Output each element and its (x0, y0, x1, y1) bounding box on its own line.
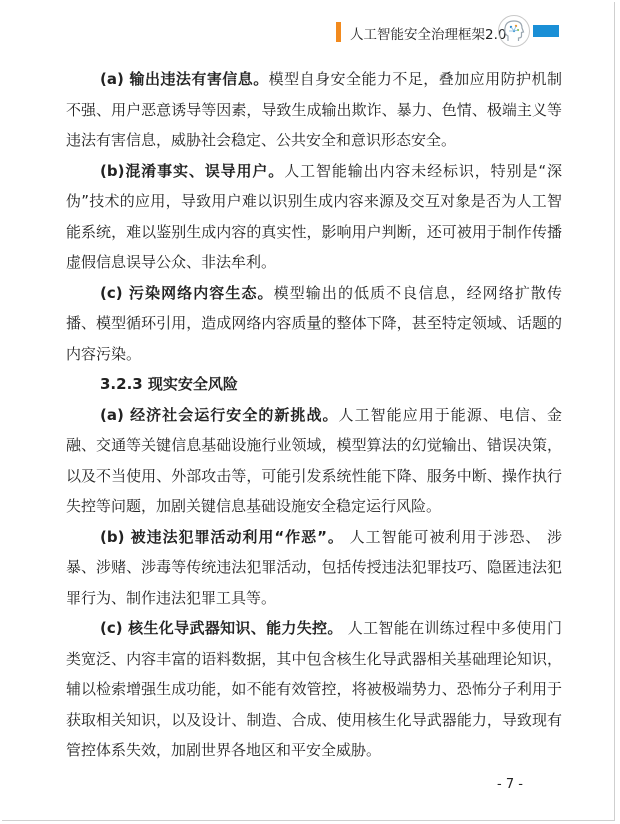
paragraph-body: 模型自身安全能力不足，叠加应用防护机制不强、用户恶意诱导等因素，导致生成输出欺诈、暴力、色情、极端主义等违法有害信息，威胁社会稳定、公共安全和意识形态安全。 (66, 70, 562, 149)
paragraph-b-confusion (66, 156, 562, 278)
ai-head-circuit-icon (497, 14, 531, 48)
header-accent-bar-orange (336, 22, 341, 42)
paragraph-body: 人工智能在训练过程中多使用门类宽泛、内容丰富的语料数据，其中包含核生化导武器相关基础理论知识，辅以检索增强生成功能，如不能有效管控，将被极端势力、恐怖分子利用于获取相关知识，以及设计、制造、合成、使用核生化导武器能力，导致现有管控体系失效，加剧世界各地区和平安全威胁。 (66, 619, 562, 759)
paragraph-lead: (a) 经济社会运行安全的新挑战。 (100, 405, 339, 424)
section-heading: 3.2.3 现实安全风险 (100, 375, 238, 393)
paragraph-lead: (b)混淆事实、误导用户。 (100, 161, 285, 180)
paragraph-body: 人工智能可被利用于涉恐、 涉暴、涉赌、涉毒等传统违法犯罪活动，包括传授违法犯罪技巧、隐匿违法犯罪行为、制作违法犯罪工具等。 (66, 527, 562, 607)
paragraph-lead: (c) 污染网络内容生态。 (100, 283, 274, 302)
paragraph-a-economy (66, 400, 562, 522)
paragraph-lead: (b) 被违法犯罪活动利用“作恶”。 (100, 527, 344, 546)
paragraph-c-weapons (66, 613, 562, 766)
page-number: - 7 - (497, 777, 523, 792)
page-header (0, 14, 620, 50)
header-accent-bar-blue (533, 25, 559, 37)
paragraph-a-output (66, 64, 562, 156)
document-body (66, 64, 562, 766)
paragraph-lead: (c) 核生化导武器知识、能力失控。 (100, 619, 343, 637)
paragraph-body: 模型输出的低质不良信息，经网络扩散传播、模型循环引用，造成网络内容质量的整体下降，甚至特定领域、话题的内容污染。 (66, 283, 562, 363)
paragraph-lead: (a) 输出违法有害信息。 (100, 70, 269, 88)
paragraph-body: 人工智能应用于能源、电信、金融、交通等关键信息基础设施行业领域，模型算法的幻觉输出、错误决策，以及不当使用、外部攻击等，可能引发系统性能下降、服务中断、操作执行失控等问题，加剧关键信息基础设施安全稳定运行风险。 (66, 405, 562, 515)
paragraph-body: 人工智能输出内容未经标识，特别是“深伪”技术的应用，导致用户难以识别生成内容来源及交互对象是否为人工智能系统，难以鉴别生成内容的真实性，影响用户判断，还可被用于制作传播虚假信息误导公众、非法牟利。 (66, 161, 562, 271)
paragraph-c-pollution (66, 278, 562, 370)
header-title: 人工智能安全治理框架2.0 (350, 27, 507, 43)
paragraph-b-crime (66, 522, 562, 614)
